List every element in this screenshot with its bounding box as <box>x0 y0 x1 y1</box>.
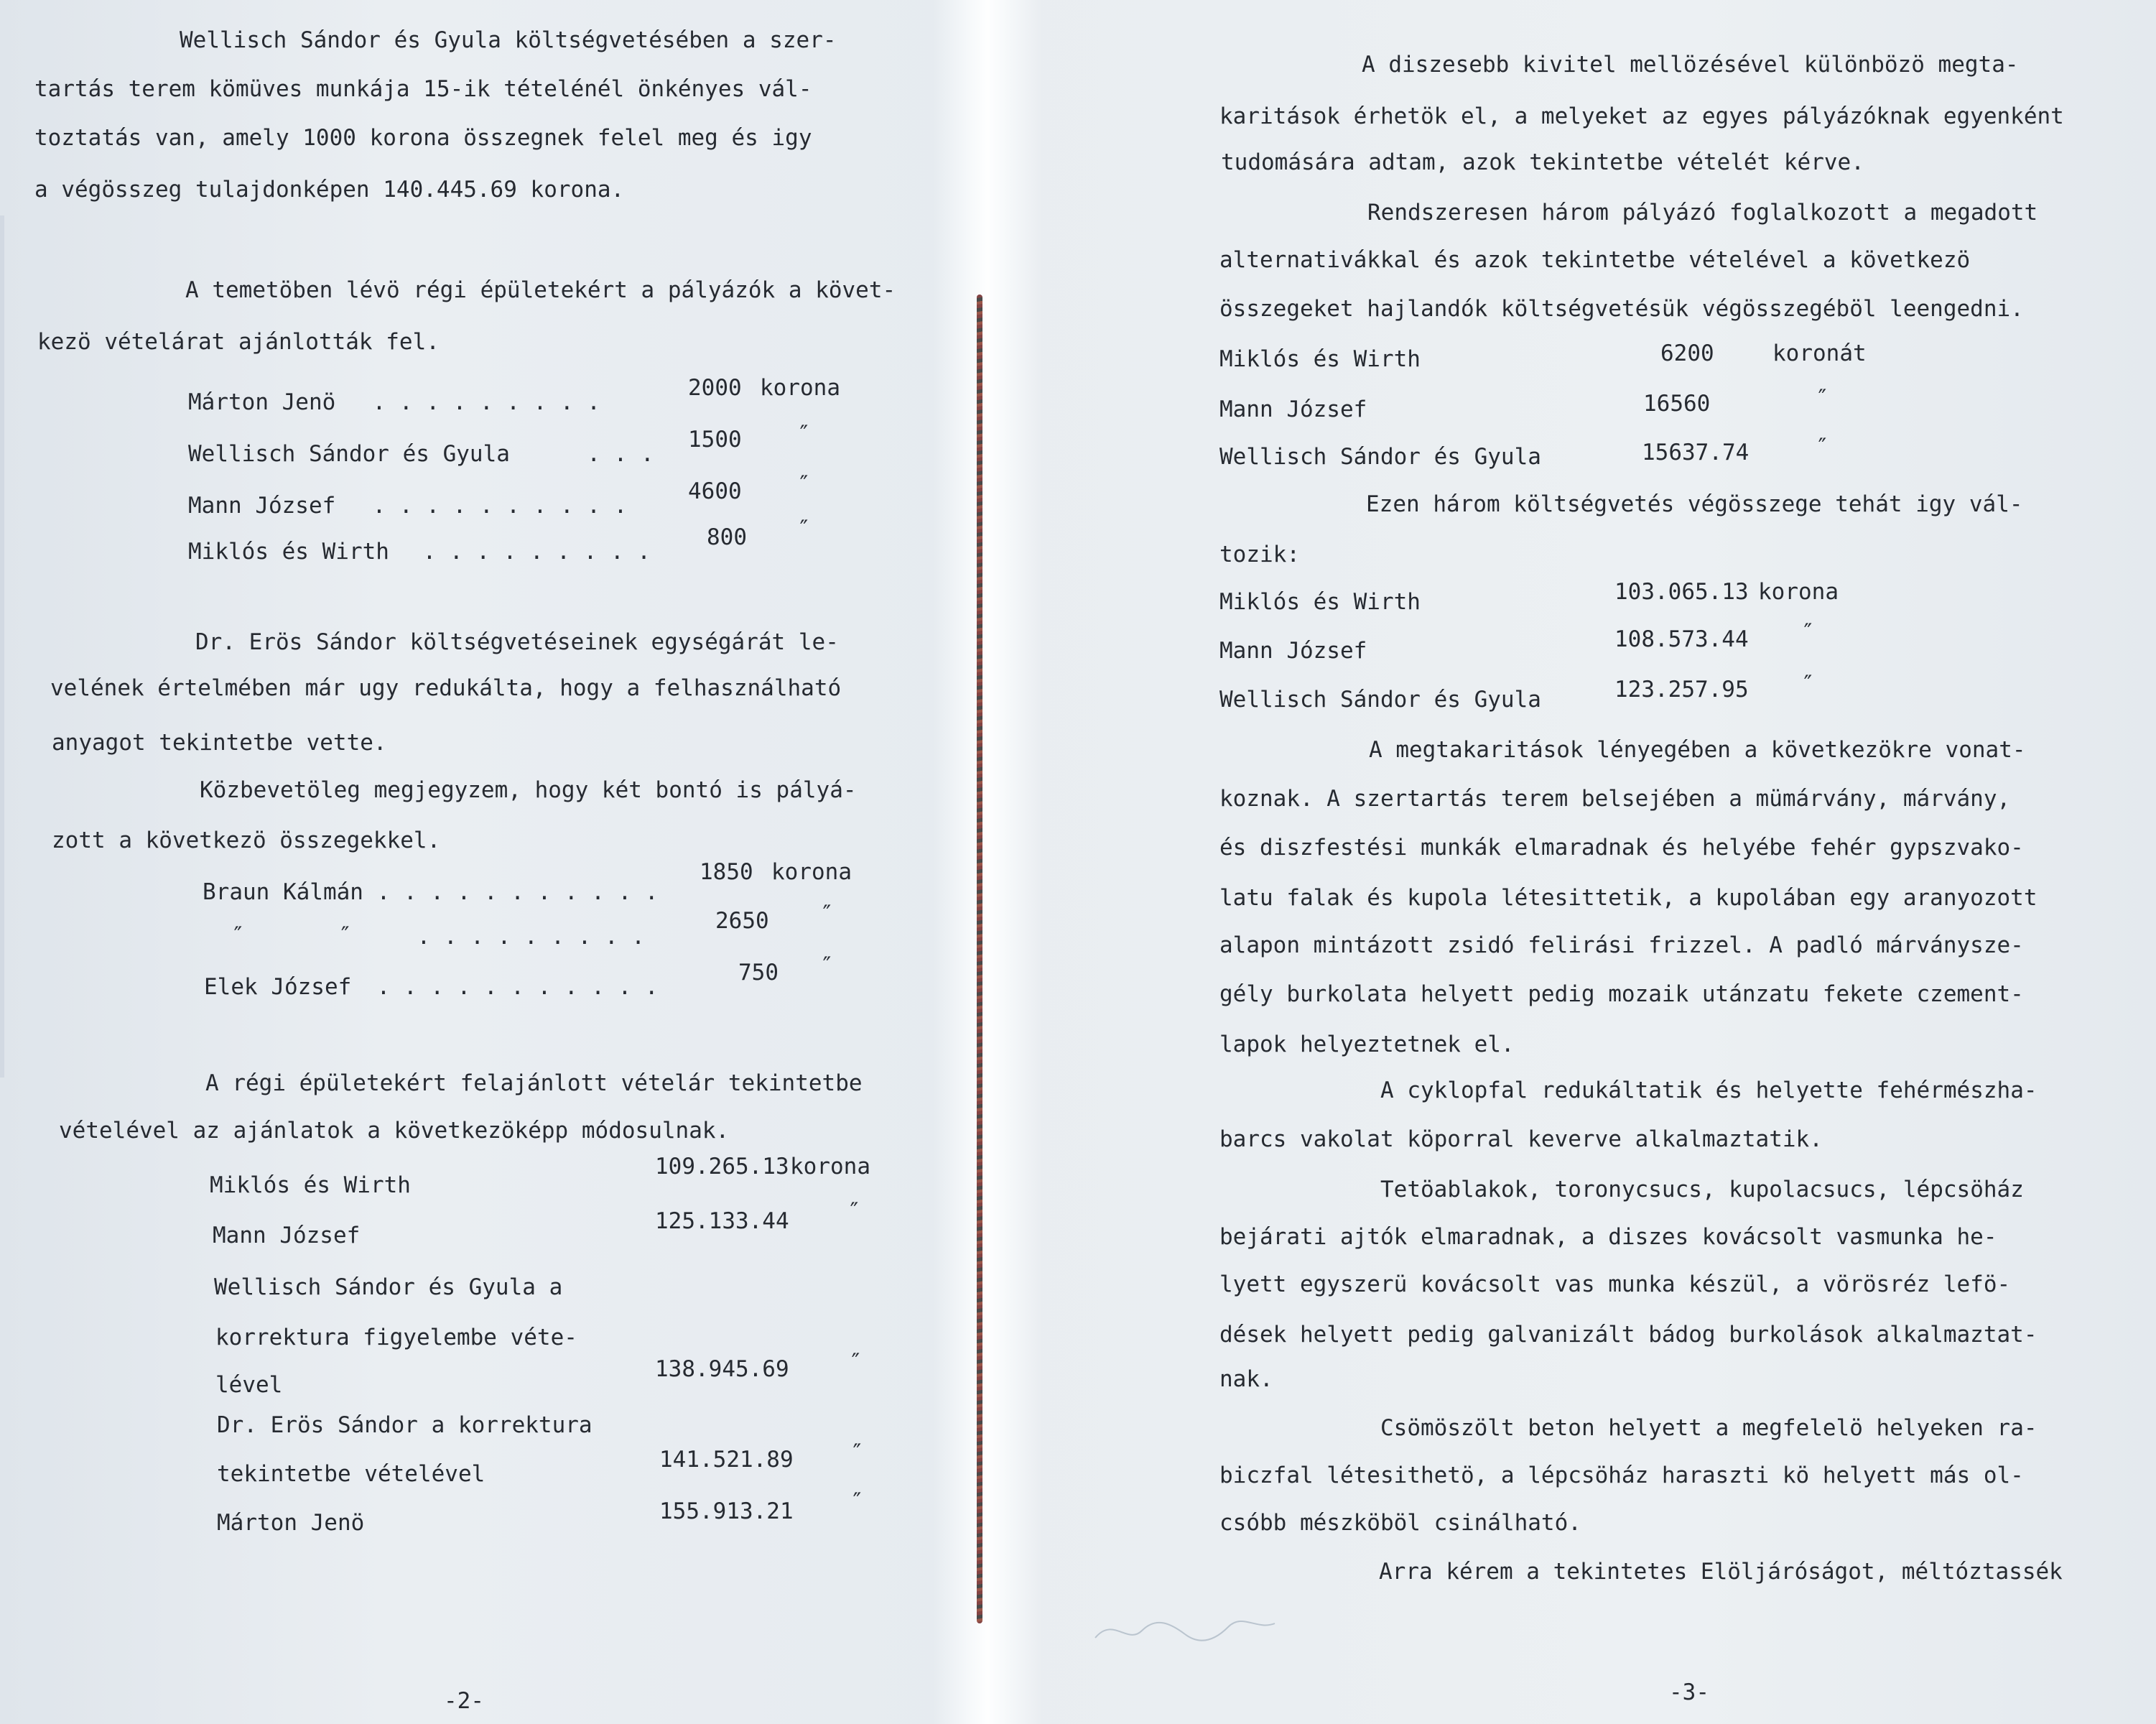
reduction-name: Wellisch Sándor és Gyula <box>1219 444 1541 470</box>
page-fold <box>934 0 1041 1724</box>
para4-line7: lapok helyeztetnek el. <box>1219 1032 1515 1057</box>
reduction-unit: koronát <box>1772 340 1867 366</box>
para8-line1: Arra kérem a tekintetes Elöljáróságot, méltóztassék <box>1379 1559 2063 1585</box>
offer-dots: . . . <box>560 441 654 467</box>
para6-line2: bejárati ajtók elmaradnak, a diszes kovácsolt vasmunka he- <box>1219 1224 1997 1250</box>
para4-line6: gély burkolata helyett pedig mozaik utánzatu fekete czement- <box>1219 981 2024 1007</box>
bid-dots: . . . . . . . . . . . <box>363 879 659 905</box>
bid-unit: ″ <box>820 953 834 978</box>
modified-amount: 109.265.13 <box>655 1154 789 1180</box>
para2-line1: Rendszeresen három pályázó foglalkozott a megadott <box>1367 200 2038 226</box>
para1-line3: toztatás van, amely 1000 korona összegnek felel meg és igy <box>34 125 812 151</box>
offer-amount: 800 <box>707 524 747 550</box>
modified-unit: ″ <box>849 1349 863 1375</box>
para1-line1: Wellisch Sándor és Gyula költségvetésében a szer- <box>180 27 837 53</box>
para4-line2: zott a következö összegekkel. <box>52 828 441 853</box>
bid-name: Braun Kálmán <box>203 879 363 905</box>
para1-line4: a végösszeg tulajdonképen 140.445.69 korona. <box>34 177 625 203</box>
para7-line1: Csömöszölt beton helyett a megfelelö helyeken ra- <box>1380 1415 2037 1441</box>
para4-line1: Közbevetöleg megjegyzem, hogy két bontó is pályá- <box>200 777 857 803</box>
total-amount: 108.573.44 <box>1614 626 1749 652</box>
offer-amount: 4600 <box>688 478 742 504</box>
bid-amount: 2650 <box>715 908 769 934</box>
bid-dots: . . . . . . . . . <box>363 924 645 950</box>
para4-line4: latu falak és kupola létesittetik, a kupolában egy aranyozott <box>1219 885 2037 911</box>
bid-amount: 1850 <box>700 859 753 885</box>
modified-name: Miklós és Wirth <box>210 1172 411 1198</box>
bleed-through-lines <box>0 216 33 1078</box>
page-number-right: -3- <box>1669 1679 1709 1705</box>
modified-unit: ″ <box>850 1440 864 1465</box>
para2-line2: kezö vételárat ajánlották fel. <box>37 329 440 355</box>
modified-unit: ″ <box>850 1488 864 1514</box>
para1-line2: karitások érhetök el, a melyeket az egyes pályázóknak egyenként <box>1219 103 2064 129</box>
offer-unit: ″ <box>797 471 811 497</box>
para5-line2: vételével az ajánlatok a következöképp módosulnak. <box>59 1118 730 1144</box>
bid-unit: ″ <box>820 901 834 927</box>
binding-thread <box>977 295 982 1623</box>
para3-line2: tozik: <box>1219 542 1300 567</box>
signature-bleed-icon <box>1092 1609 1278 1652</box>
modified-name: Mann József <box>213 1223 361 1248</box>
reduction-amount: 16560 <box>1643 391 1711 417</box>
para3-line1: Dr. Erös Sándor költségvetéseinek egységárát le- <box>195 629 839 655</box>
bid-name: ″ ″ <box>231 922 352 948</box>
para3-line1: Ezen három költségvetés végösszege tehát igy vál- <box>1366 491 2023 517</box>
para2-line2: alternativákkal és azok tekintetbe vételével a következö <box>1219 247 1971 273</box>
para1-line2: tartás terem kömüves munkája 15-ik tételénél önkényes vál- <box>34 76 812 102</box>
reduction-unit: ″ <box>1816 385 1829 411</box>
total-name: Mann József <box>1219 638 1367 664</box>
total-unit: ″ <box>1801 671 1815 697</box>
modified-name: Márton Jenö <box>217 1510 365 1536</box>
offer-amount: 2000 <box>688 375 742 401</box>
modified-amount: 141.521.89 <box>659 1447 794 1473</box>
modified-name: korrektura figyelembe véte- <box>215 1325 577 1350</box>
total-unit: ″ <box>1801 619 1815 645</box>
para4-line1: A megtakaritások lényegében a következökre vonat- <box>1369 737 2026 763</box>
para3-line3: anyagot tekintetbe vette. <box>52 730 387 756</box>
bid-amount: 750 <box>738 960 779 986</box>
para4-line2: koznak. A szertartás terem belsejében a mümárvány, márvány, <box>1219 786 2011 812</box>
total-name: Miklós és Wirth <box>1219 589 1421 615</box>
para4-line5: alapon mintázott zsidó felirási frizzel. A padló márványsze- <box>1219 932 2024 958</box>
offer-unit: korona <box>760 375 840 401</box>
offer-dots: . . . . . . . . . <box>359 389 600 415</box>
para1-line3: tudomására adtam, azok tekintetbe vételét kérve. <box>1221 149 1864 175</box>
offer-name: Mann József <box>188 493 336 519</box>
para6-line4: dések helyett pedig galvanizált bádog burkolások alkalmaztat- <box>1219 1322 2037 1348</box>
reduction-name: Mann József <box>1219 397 1367 422</box>
para6-line1: Tetöablakok, toronycsucs, kupolacsucs, lépcsöház <box>1380 1177 2024 1202</box>
left-page <box>0 0 982 1724</box>
modified-amount: 125.133.44 <box>655 1208 789 1234</box>
modified-unit: ″ <box>847 1198 861 1224</box>
reduction-amount: 6200 <box>1660 340 1714 366</box>
para5-line1: A régi épületekért felajánlott vételár tekintetbe <box>205 1070 863 1096</box>
modified-name: lével <box>215 1372 283 1398</box>
para5-line1: A cyklopfal redukáltatik és helyette fehérmészha- <box>1380 1078 2037 1103</box>
modified-unit: korona <box>790 1154 870 1180</box>
offer-name: Miklós és Wirth <box>188 539 389 565</box>
para6-line5: nak. <box>1219 1366 1273 1392</box>
para7-line3: csóbb mészköböl csinálható. <box>1219 1510 1581 1536</box>
offer-unit: ″ <box>797 421 811 447</box>
bid-dots: . . . . . . . . . . . <box>363 974 659 1000</box>
offer-dots: . . . . . . . . . <box>409 539 651 565</box>
para5-line2: barcs vakolat köporral keverve alkalmaztatik. <box>1219 1126 1823 1152</box>
reduction-amount: 15637.74 <box>1642 440 1750 465</box>
offer-name: Márton Jenö <box>188 389 336 415</box>
total-name: Wellisch Sándor és Gyula <box>1219 687 1541 713</box>
reduction-unit: ″ <box>1816 434 1829 460</box>
bid-name: Elek József <box>204 974 352 1000</box>
para2-line1: A temetöben lévö régi épületekért a pályázók a követ- <box>185 277 896 303</box>
para6-line3: lyett egyszerü kovácsolt vas munka készül, a vörösréz lefö- <box>1219 1271 2011 1297</box>
total-unit: korona <box>1758 579 1839 605</box>
reduction-name: Miklós és Wirth <box>1219 346 1421 372</box>
page-number-left: -2- <box>444 1688 484 1714</box>
modified-name: Dr. Erös Sándor a korrektura <box>217 1412 593 1438</box>
para2-line3: összegeket hajlandók költségvetésük végösszegéböl leengedni. <box>1219 296 2024 322</box>
offer-amount: 1500 <box>688 427 742 453</box>
offer-unit: ″ <box>797 516 811 542</box>
para4-line3: és diszfestési munkák elmaradnak és helyébe fehér gypszvako- <box>1219 835 2024 861</box>
para1-line1: A diszesebb kivitel mellözésével különbözö megta- <box>1362 52 2019 78</box>
right-page <box>982 0 2156 1724</box>
para3-line2: velének értelmében már ugy redukálta, hogy a felhasználható <box>50 675 842 701</box>
bid-unit: korona <box>771 859 852 885</box>
modified-amount: 155.913.21 <box>659 1498 794 1524</box>
offer-name: Wellisch Sándor és Gyula <box>188 441 510 467</box>
para7-line2: biczfal létesithetö, a lépcsöház haraszti kö helyett más ol- <box>1219 1463 2024 1488</box>
modified-name: tekintetbe vételével <box>217 1461 485 1487</box>
total-amount: 103.065.13 <box>1614 579 1749 605</box>
offer-dots: . . . . . . . . . . <box>359 493 628 519</box>
total-amount: 123.257.95 <box>1614 677 1749 703</box>
modified-name: Wellisch Sándor és Gyula a <box>214 1274 563 1300</box>
modified-amount: 138.945.69 <box>655 1356 789 1382</box>
